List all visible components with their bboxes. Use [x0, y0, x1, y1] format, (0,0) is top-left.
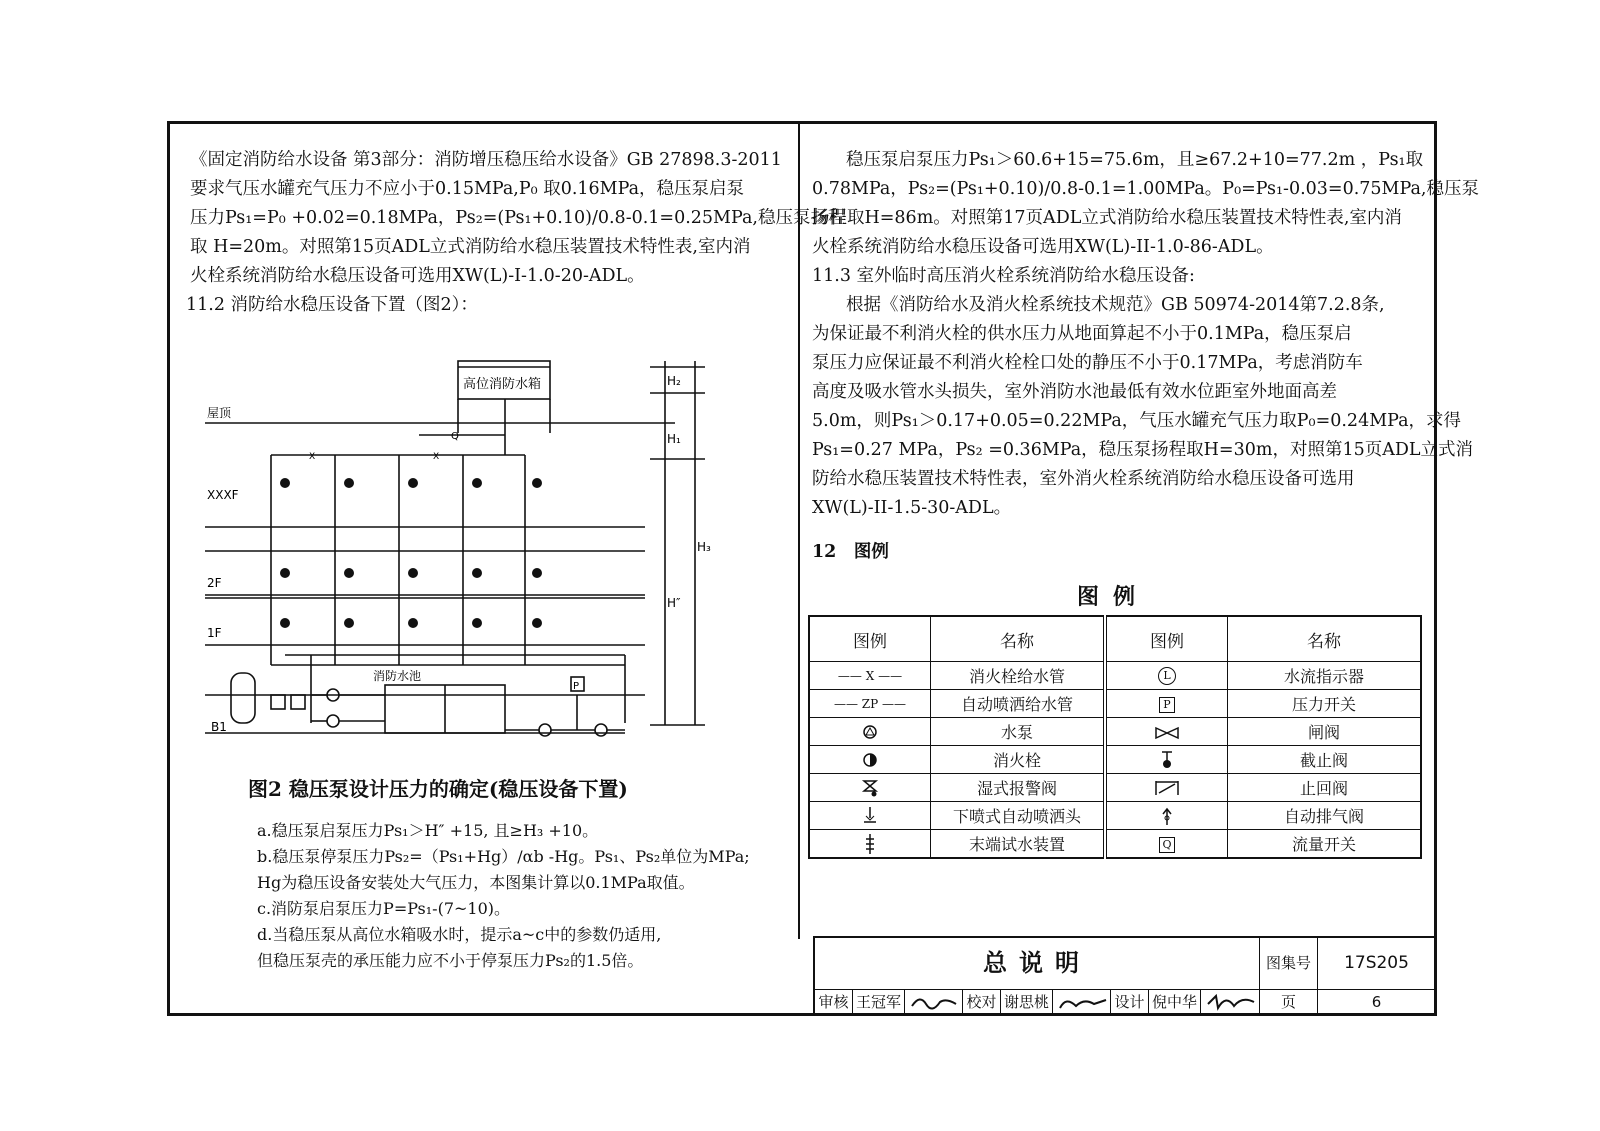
atlas-number: 17S205 [1318, 938, 1436, 990]
page-label: 页 [1260, 990, 1318, 1016]
section-11-3-heading: 11.3 室外临时高压消火栓系统消防给水稳压设备: [812, 266, 1195, 286]
pressure-tank-shape [231, 673, 255, 723]
left-line: 要求气压水罐充气压力不应小于0.15MPa,P₀ 取0.16MPa，稳压泵启泵 [190, 179, 745, 199]
right-line: 5.0m，则Ps₁＞0.17+0.05=0.22MPa，气压水罐充气压力取P₀=0.24MPa，求得 [812, 411, 1462, 431]
notes-list [257, 818, 750, 974]
test-device-icon [809, 830, 931, 859]
left-paragraph [190, 146, 845, 291]
section-11-2-heading: 11.2 消防给水稳压设备下置（图2）： [186, 295, 478, 315]
sprinkler-pipe-symbol: —— ZP —— [809, 690, 931, 718]
legend-name: 水泵 [931, 718, 1106, 746]
right-paragraph-a [812, 146, 1479, 523]
checker-signature [1053, 990, 1111, 1016]
alarm-valve-icon [809, 774, 931, 802]
dim-label: H₁ [667, 432, 681, 446]
left-line: 取 H=20m。对照第15页ADL立式消防给水稳压装置技术特性表,室内消 [190, 237, 751, 257]
right-line: 稳压泵启泵压力Ps₁＞60.6+15=75.6m，且≥67.2+10=77.2m ，Ps₁取 [846, 150, 1424, 170]
floor-label: 1F [207, 626, 222, 640]
legend-name: 消火栓 [931, 746, 1106, 774]
pipe-mark: X [433, 452, 440, 462]
design-label: 设计 [1111, 990, 1149, 1016]
legend-table [808, 615, 1422, 859]
legend-name: 截止阀 [1228, 746, 1422, 774]
legend-header: 图例 [809, 616, 931, 662]
legend-name: 消火栓给水管 [931, 662, 1106, 690]
stop-valve-icon [1105, 746, 1228, 774]
floor-label: XXXF [207, 488, 239, 502]
hydrant-symbols [280, 478, 542, 628]
pump-icon [809, 718, 931, 746]
legend-name: 下喷式自动喷洒头 [931, 802, 1106, 830]
hydrant-icon [809, 746, 931, 774]
dim-label: H₂ [667, 374, 681, 388]
note-item: a.稳压泵启泵压力Ps₁＞H″ +15, 且≥H₃ +10。 [257, 821, 599, 840]
floor-label: 屋顶 [207, 406, 232, 420]
flow-switch-mark: Q [451, 431, 459, 442]
legend-row [809, 690, 1421, 718]
pressure-switch-mark: P [573, 681, 580, 692]
hydrant-pipe-symbol: —— X —— [809, 662, 931, 690]
pressure-diagram [205, 355, 725, 765]
note-item: b.稳压泵停泵压力Ps₂=（Ps₁+Hg）/αb -Hg。Ps₁、Ps₂单位为MPa; [257, 847, 750, 866]
drawing-title: 总说明 [815, 938, 1260, 990]
reviewer-name: 王冠军 [853, 990, 905, 1016]
note-item: Hg为稳压设备安装处大气压力，本图集计算以0.1MPa取值。 [257, 873, 695, 892]
floor-label: 2F [207, 576, 222, 590]
legend-name: 水流指示器 [1228, 662, 1422, 690]
legend-name: 闸阀 [1228, 718, 1422, 746]
right-line: Ps₁=0.27 MPa，Ps₂ =0.36MPa，稳压泵扬程取H=30m，对照第15页ADL立式消 [812, 440, 1474, 460]
title-block [813, 936, 1437, 1016]
figure-caption: 图2 稳压泵设计压力的确定(稳压设备下置) [248, 777, 628, 801]
note-item: d.当稳压泵从高位水箱吸水时，提示a~c中的参数仍适用, [257, 925, 662, 944]
pipe-mark: X [309, 452, 316, 462]
checker-name: 谢思桃 [1001, 990, 1053, 1016]
designer-name: 倪中华 [1149, 990, 1201, 1016]
note-item: 但稳压泵壳的承压能力应不小于停泵压力Ps₂的1.5倍。 [257, 951, 644, 970]
pressure-switch-icon: P [1105, 690, 1228, 718]
right-line: 扬程取H=86m。对照第17页ADL立式消防给水稳压装置技术特性表,室内消 [812, 208, 1402, 228]
right-line: 为保证最不利消火栓的供水压力从地面算起不小于0.1MPa，稳压泵启 [812, 324, 1352, 344]
flow-switch-icon: Q [1105, 830, 1228, 859]
right-line: 根据《消防给水及消火栓系统技术规范》GB 50974-2014第7.2.8条, [846, 295, 1385, 315]
legend-name: 止回阀 [1228, 774, 1422, 802]
legend-title: 图例 [1077, 585, 1150, 610]
legend-name: 湿式报警阀 [931, 774, 1106, 802]
right-line: XW(L)-II-1.5-30-ADL。 [812, 498, 1012, 518]
legend-name: 自动喷洒给水管 [931, 690, 1106, 718]
legend-row [809, 802, 1421, 830]
gate-valve-icon [1105, 718, 1228, 746]
right-line: 泵压力应保证最不利消火栓栓口处的静压不小于0.17MPa，考虑消防车 [812, 353, 1363, 373]
right-line: 火栓系统消防给水稳压设备可选用XW(L)-II-1.0-86-ADL。 [812, 237, 1274, 257]
legend-row [809, 830, 1421, 859]
legend-row [809, 746, 1421, 774]
pool-label: 消防水池 [373, 669, 422, 683]
legend-header: 名称 [931, 616, 1106, 662]
floor-label: B1 [211, 720, 227, 734]
tank-label: 高位消防水箱 [463, 377, 542, 392]
atlas-label: 图集号 [1260, 938, 1318, 990]
legend-header: 名称 [1228, 616, 1422, 662]
section-12-heading: 12 图例 [812, 542, 889, 562]
left-line: 压力Ps₁=P₀ +0.02=0.18MPa，Ps₂=(Ps₁+0.10)/0.8-0.1=0.25MPa,稳压泵扬程 [190, 208, 846, 228]
dim-label: H″ [667, 596, 681, 610]
review-label: 审核 [815, 990, 853, 1016]
flow-indicator-icon: L [1105, 662, 1228, 690]
legend-header: 图例 [1105, 616, 1228, 662]
reviewer-signature [905, 990, 963, 1016]
check-label: 校对 [963, 990, 1001, 1016]
legend-name: 自动排气阀 [1228, 802, 1422, 830]
designer-signature [1201, 990, 1260, 1016]
left-line: 《固定消防给水设备 第3部分：消防增压稳压给水设备》GB 27898.3-2011 [190, 150, 782, 170]
legend-row [809, 662, 1421, 690]
dim-label: H₃ [697, 540, 711, 554]
air-vent-icon [1105, 802, 1228, 830]
sprinkler-head-icon [809, 802, 931, 830]
right-line: 高度及吸水管水头损失，室外消防水池最低有效水位距室外地面高差 [812, 382, 1337, 402]
left-line: 火栓系统消防给水稳压设备可选用XW(L)-I-1.0-20-ADL。 [190, 266, 645, 286]
legend-header-row [809, 616, 1421, 662]
legend-name: 流量开关 [1228, 830, 1422, 859]
legend-name: 压力开关 [1228, 690, 1422, 718]
legend-row [809, 718, 1421, 746]
right-line: 0.78MPa，Ps₂=(Ps₁+0.10)/0.8-0.1=1.00MPa。P₀=Ps₁-0.03=0.75MPa,稳压泵 [812, 179, 1479, 199]
page-number: 6 [1318, 990, 1436, 1016]
legend-name: 末端试水装置 [931, 830, 1106, 859]
right-line: 防给水稳压装置技术特性表，室外消火栓系统消防给水稳压设备可选用 [812, 469, 1355, 489]
check-valve-icon [1105, 774, 1228, 802]
legend-row [809, 774, 1421, 802]
note-item: c.消防泵启泵压力P=Ps₁-(7~10)。 [257, 899, 511, 918]
